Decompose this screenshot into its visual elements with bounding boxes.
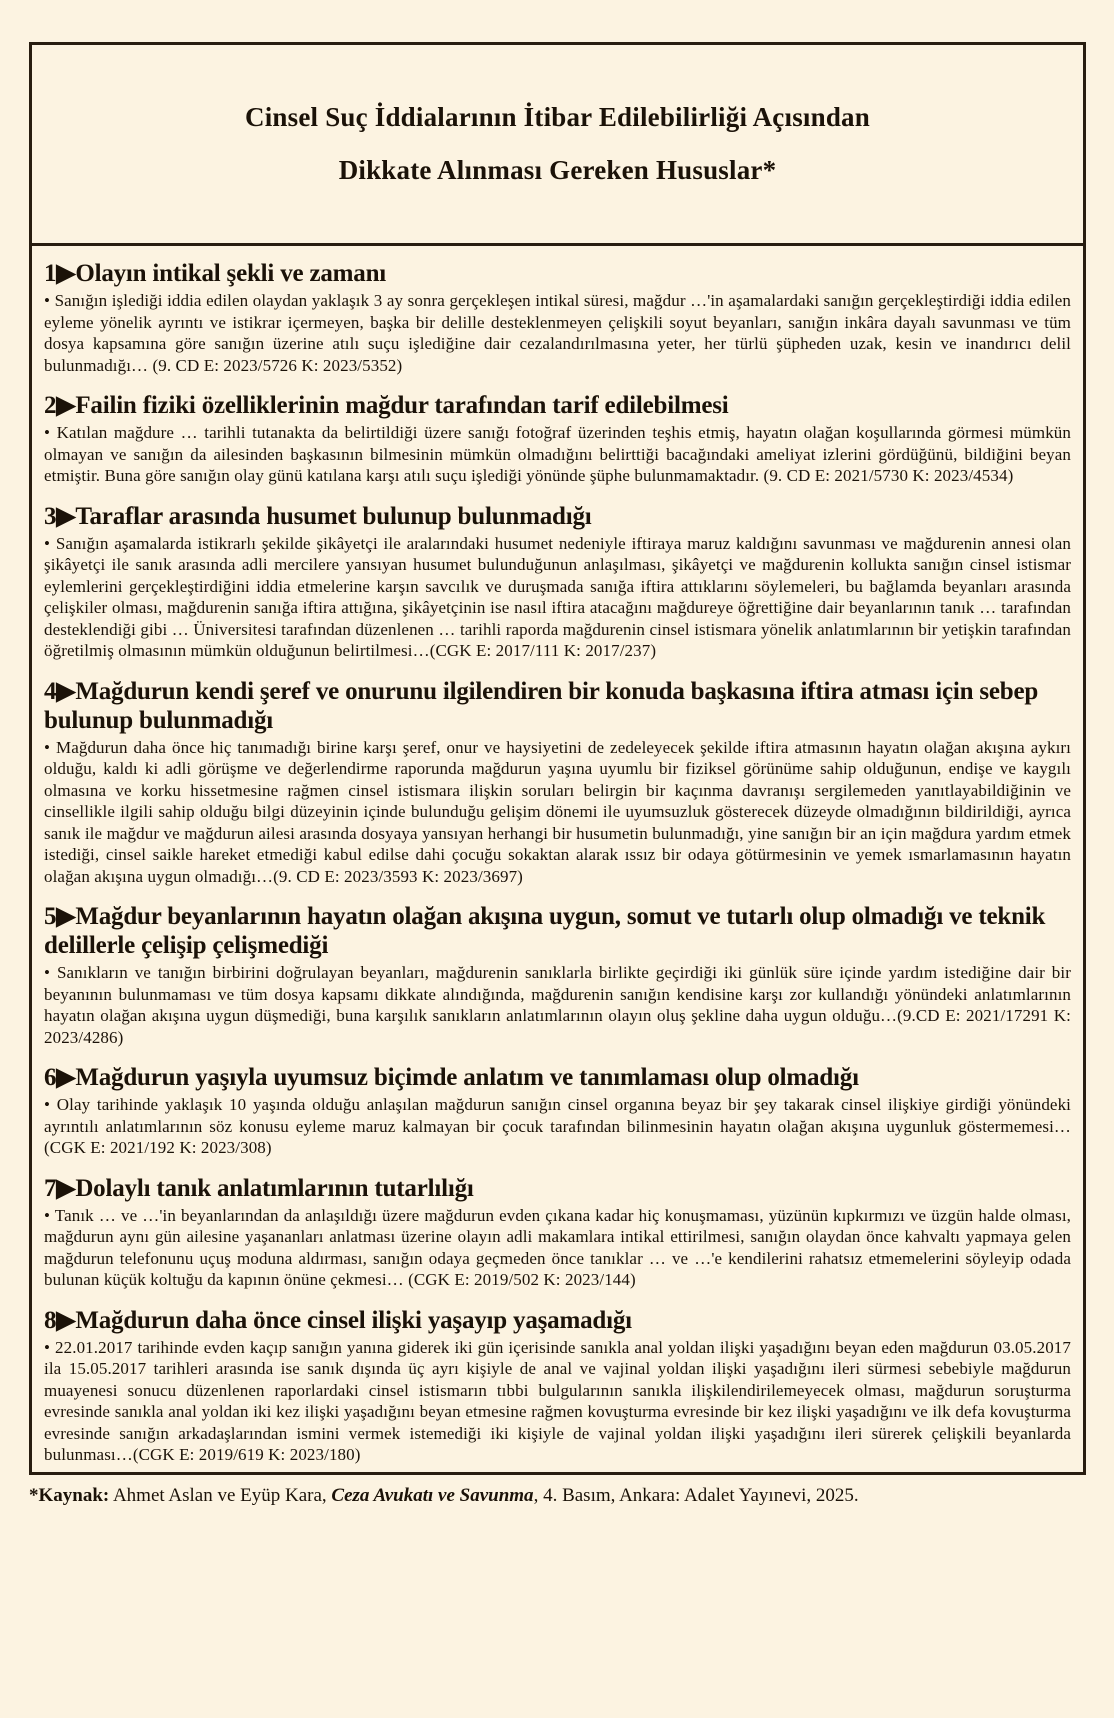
section-4 [44, 677, 1071, 888]
section-5-heading: 5▶Mağdur beyanlarının hayatın olağan akışına uygun, somut ve tutarlı olup olmadığı ve teknik delillerle çelişip çelişmediği [44, 903, 1046, 959]
section-3-body: • Sanığın aşamalarda istikrarlı şekilde şikâyetçi ile aralarındaki husumet nedeniyle iftiraya maruz kaldığını savunması ve mağdurenin annesi olan şikâyetçi ile sanık arasında adli mercilere yansıyan husumet bulunduğunun anlaşılması, şikâyetçi ve mağdurenin kollukta sanığın cinsel istismar eylemlerini gerçekleştirdiğini iddia etmelerine karşın savcılık ve duruşmada sanığa iftira attıklarını söylemeleri, bu bağlamda beyanları arasında çelişkiler olması, mağdurenin sanığa iftira attığına, şikâyetçinin ise nasıl iftira atacağını mağdureye öğrettiğine dair beyanlarının tanık … tarafından desteklendiği gibi … Üniversitesi tarafından düzenlenen … tarihli raporda mağdurenin cinsel istismara yönelik anlatımlarının bir yetişkin tarafından öğretilmiş olmasının mümkün olduğunun belirtilmesi…(CGK E: 2017/111 K: 2017/237) [44, 533, 1071, 660]
source-rest: , 4. Basım, Ankara: Adalet Yayınevi, 2025. [533, 1484, 859, 1506]
section-2-heading: 2▶Failin fiziki özelliklerinin mağdur tarafından tarif edilebilmesi [44, 392, 729, 419]
section-8 [44, 1306, 1071, 1466]
section-6-body: • Olay tarihinde yaklaşık 10 yaşında olduğu anlaşılan mağdurun sanığın cinsel organına beyaz bir şey takarak cinsel ilişkiye girdiği yönündeki ayrıntılı anlatımlarının söz konusu eyleme maruz kalmayan bir çocuk tarafından bilinmesinin hayatın olağan akışına uygunluk göstermemesi…(CGK E: 2021/192 K: 2023/308) [44, 1095, 1071, 1157]
section-2 [44, 391, 1071, 487]
section-5-body: • Sanıkların ve tanığın birbirini doğrulayan beyanları, mağdurenin sanıklarla birlikte geçirdiği iki günlük süre içinde yardım istediğine dair bir beyanının bulunmaması ve tüm dosya kapsamı dikkate alındığında, mağdurenin sanığın kendisine karşı zor kullandığı yönündeki anlatımlarının hayatın olağan akışına uygun düşmediği, buna karşılık sanıkların anlatımlarının olayın oluş şekline daha uygun olduğu…(9.CD E: 2021/17291 K: 2023/4286) [44, 963, 1071, 1047]
document-body [32, 246, 1083, 1472]
section-2-body: • Katılan mağdure … tarihli tutanakta da belirtildiği üzere sanığı fotoğraf üzerinden teşhis etmiş, hayatın olağan koşullarında görmesi mümkün olmayan ve sanığın da ailesinden başkasının bilmesinin mümkün olmadığını belirttiği bacağındaki ameliyat izlerini gördüğünü, bildiğini beyan etmiştir. Buna göre sanığın olay günü katılana karşı atılı suçu işlediği yönünde şüphe bulunmamaktadır. (9. CD E: 2021/5730 K: 2023/4534) [44, 423, 1071, 485]
section-3-heading: 3▶Taraflar arasında husumet bulunup bulunmadığı [44, 502, 592, 530]
section-7-body: • Tanık … ve …'in beyanlarından da anlaşıldığı üzere mağdurun evden çıkana kadar hiç konuşmaması, yüzünün kıpkırmızı ve üzgün halde olması, mağdurun aynı gün ailesine yaşananları anlatması üzerine olayın adli makamlara intikal ettirilmesi, sanığın olaydan önce kahvaltı yapmaya gelen mağdurun telefonunu uçuş moduna aldırması, sanığın odaya geçmeden önce tanıklar … ve …'e kendilerini rahatsız etmemelerini söyleyip odada bulunan küçük koltuğu da kapının önüne çekmesi… (CGK E: 2019/502 K: 2023/144) [44, 1205, 1071, 1289]
source-footnote [29, 1484, 1086, 1508]
page-title-line-1: Cinsel Suç İddialarının İtibar Edilebilirliği Açısından [245, 101, 870, 132]
section-3 [44, 502, 1071, 662]
section-5 [44, 902, 1071, 1048]
page-title-line-2: Dikkate Alınması Gereken Hususlar* [338, 154, 777, 185]
document-frame [29, 42, 1086, 1475]
section-1-heading: 1▶Olayın intikal şekli ve zamanı [44, 260, 387, 287]
section-1-body: • Sanığın işlediği iddia edilen olaydan yaklaşık 3 ay sonra gerçekleşen intikal süresi, mağdur …'in aşamalardaki sanığın gerçekleştirdiği iddia edilen eyleme yönelik ayrıntı ve istikrar içermeyen, başka bir delille desteklenmeyen çelişkili soyut beyanları, sanığın inkâra dayalı savunması ve tüm dosya kapsamına göre sanığın üzerine atılı suçu işlediğine dair cezalandırılmasına yeter, her türlü şüpheden uzak, kesin ve inandırıcı delil bulunmadığı… (9. CD E: 2023/5726 K: 2023/5352) [44, 291, 1071, 375]
section-7-heading: 7▶Dolaylı tanık anlatımlarının tutarlılığı [44, 1174, 474, 1202]
section-8-heading: 8▶Mağdurun daha önce cinsel ilişki yaşayıp yaşamadığı [44, 1306, 632, 1334]
section-8-body: • 22.01.2017 tarihinde evden kaçıp sanığın yanına giderek iki gün içerisinde sanıkla anal yoldan ilişki yaşadığını beyan eden mağdurun 03.05.2017 ila 15.05.2017 tarihleri arasında ise sanık dışında üç ayrı kişiyle de anal ve vajinal yoldan ilişki yaşadığını ileri sürmesi sebebiyle mağdurun muayenesi sonucu düzenlenen raporlardaki cinsel istismarın tıbbi bulgularının sanıkla ilişkilendirilemeyecek olması, mağdurun soruşturma evresinde sanıkla anal yoldan iki kez ilişki yaşadığını beyan etmesine rağmen kovuşturma evresinde bir kez ilişki yaşadığını ve ilk defa kovuşturma evresinde sanığın arkadaşlarından ismini vermek istemediği iki kişiyle de vajinal yoldan ilişki yaşadığını ileri sürerek çelişkili beyanlarda bulunması…(CGK E: 2019/619 K: 2023/180) [44, 1337, 1071, 1464]
source-book-title: Ceza Avukatı ve Savunma [331, 1484, 534, 1506]
section-7 [44, 1174, 1071, 1291]
source-label: *Kaynak: [29, 1484, 110, 1506]
section-1 [44, 259, 1071, 376]
section-6-heading: 6▶Mağdurun yaşıyla uyumsuz biçimde anlatım ve tanımlaması olup olmadığı [44, 1064, 859, 1091]
source-authors: Ahmet Aslan ve Eyüp Kara, [109, 1484, 332, 1506]
section-6 [44, 1063, 1071, 1159]
section-4-body: • Mağdurun daha önce hiç tanımadığı birine karşı şeref, onur ve haysiyetini de zedeleyecek şekilde iftira atmasının hayatın olağan akışına aykırı olduğu, kaldı ki adli görüşme ve değerlendirme raporunda mağdurun yaşına uyumlu bir fiziksel görünüme sahip olduğunun, endişe ve kaygılı olmasına ve korku hissetmesine rağmen cinsel istismara ilişkin soruları belirgin bir kaçınma davranışı sergilemeden yanıtlayabildiğinin ve cinsellikle ilgili sahip olduğu bilgi düzeyinin içinde bulunduğu gelişim dönemi ile uyumsuzluk gösterecek düzeyde olmadığının bildirildiği, ayrıca sanık ile mağdur ve mağdurun ailesi arasında dosyaya yansıyan herhangi bir husumetin bulunmadığı, yine sanığın bir an için mağdura yardım etmek istediği, cinsel saikle hareket etmediği kabul edilse dahi çocuğu sokaktan alarak ıssız bir odaya götürmesinin ve yemek ısmarlamasının hayatın olağan akışına uygun olmadığı…(9. CD E: 2023/3593 K: 2023/3697) [44, 737, 1071, 886]
title-block [32, 45, 1083, 246]
section-4-heading: 4▶Mağdurun kendi şeref ve onurunu ilgilendiren bir konuda başkasına iftira atması için sebep bulunup bulunmadığı [44, 677, 1039, 734]
